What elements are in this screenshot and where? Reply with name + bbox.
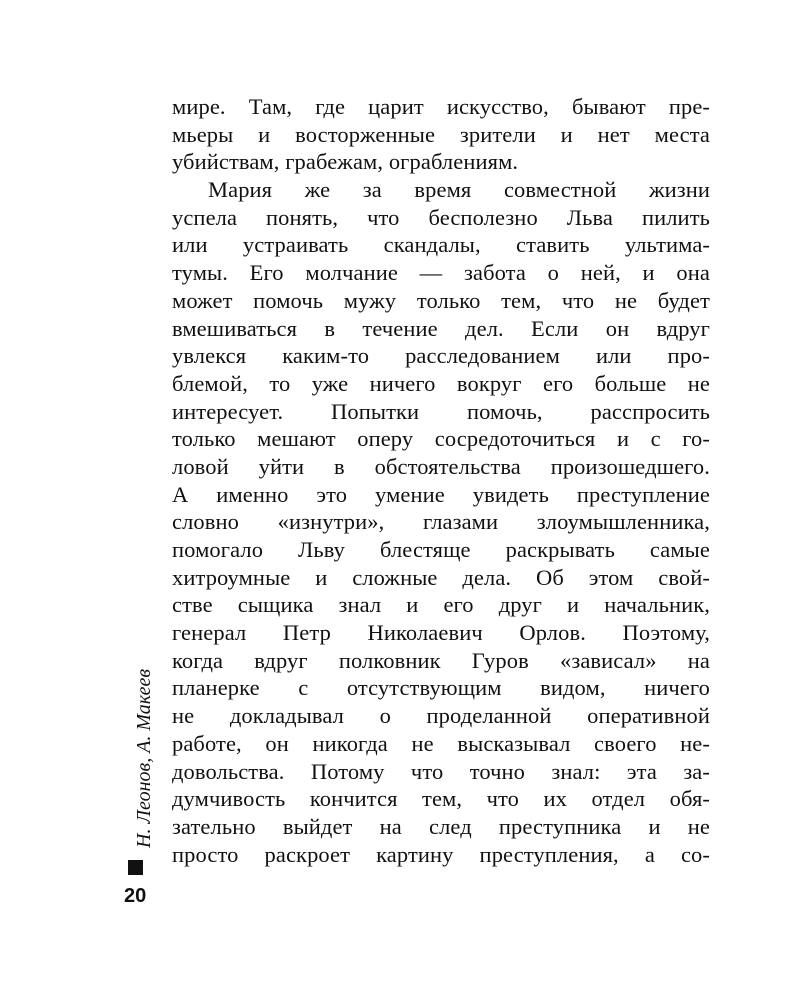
text-line: генерал Петр Николаевич Орлов. Поэтому, <box>172 620 710 646</box>
text-line: когда вдруг полковник Гуров «зависал» на <box>172 647 710 673</box>
text-line: довольства. Потому что точно знал: эта за- <box>172 758 710 784</box>
square-marker-icon <box>128 860 143 875</box>
text-line: или устраивать скандалы, ставить ультима- <box>172 232 710 258</box>
text-line: успела понять, что бесполезно Льва пилить <box>172 204 710 230</box>
text-line: увлекся каким-то расследованием или про- <box>172 343 710 369</box>
text-line: мире. Там, где царит искусство, бывают пре- <box>172 94 710 119</box>
text-line: интересует. Попытки помочь, расспросить <box>172 398 710 424</box>
text-line: просто раскроет картину преступления, а со- <box>172 841 710 867</box>
text-line: мьеры и восторженные зрители и нет места <box>172 121 710 147</box>
paragraph-start-line: Мария же за время совместной жизни <box>208 177 710 203</box>
text-line: зательно выйдет на след преступника и не <box>172 813 710 839</box>
text-line: только мешают оперу сосредоточиться и с го- <box>172 426 710 452</box>
body-text <box>172 93 710 868</box>
text-line: убийствам, грабежам, ограблениям. <box>172 149 519 175</box>
text-line: А именно это умение увидеть преступление <box>172 481 710 507</box>
text-line: словно «изнутри», глазами злоумышленника, <box>172 509 710 535</box>
text-line: хитроумные и сложные дела. Об этом свой- <box>172 564 710 590</box>
page-number: 20 <box>124 885 147 907</box>
text-line: не докладывал о проделанной оперативной <box>172 703 710 729</box>
text-line: думчивость кончится тем, что их отдел обя- <box>172 786 710 812</box>
text-line: может помочь мужу только тем, что не будет <box>172 287 710 313</box>
text-line: вмешиваться в течение дел. Если он вдруг <box>172 315 710 341</box>
text-line: тумы. Его молчание — забота о ней, и она <box>172 260 710 286</box>
text-line: ловой уйти в обстоятельства произошедшего. <box>172 453 710 479</box>
text-line: блемой, то уже ничего вокруг его больше не <box>172 370 710 396</box>
text-line: планерке с отсутствующим видом, ничего <box>172 675 710 701</box>
text-line: помогало Льву блестяще раскрывать самые <box>172 537 710 562</box>
text-line: работе, он никогда не высказывал своего не- <box>172 730 710 756</box>
running-head-authors: Н. Леонов, А. Макеев <box>133 668 155 848</box>
text-line: стве сыщика знал и его друг и начальник, <box>172 592 710 618</box>
